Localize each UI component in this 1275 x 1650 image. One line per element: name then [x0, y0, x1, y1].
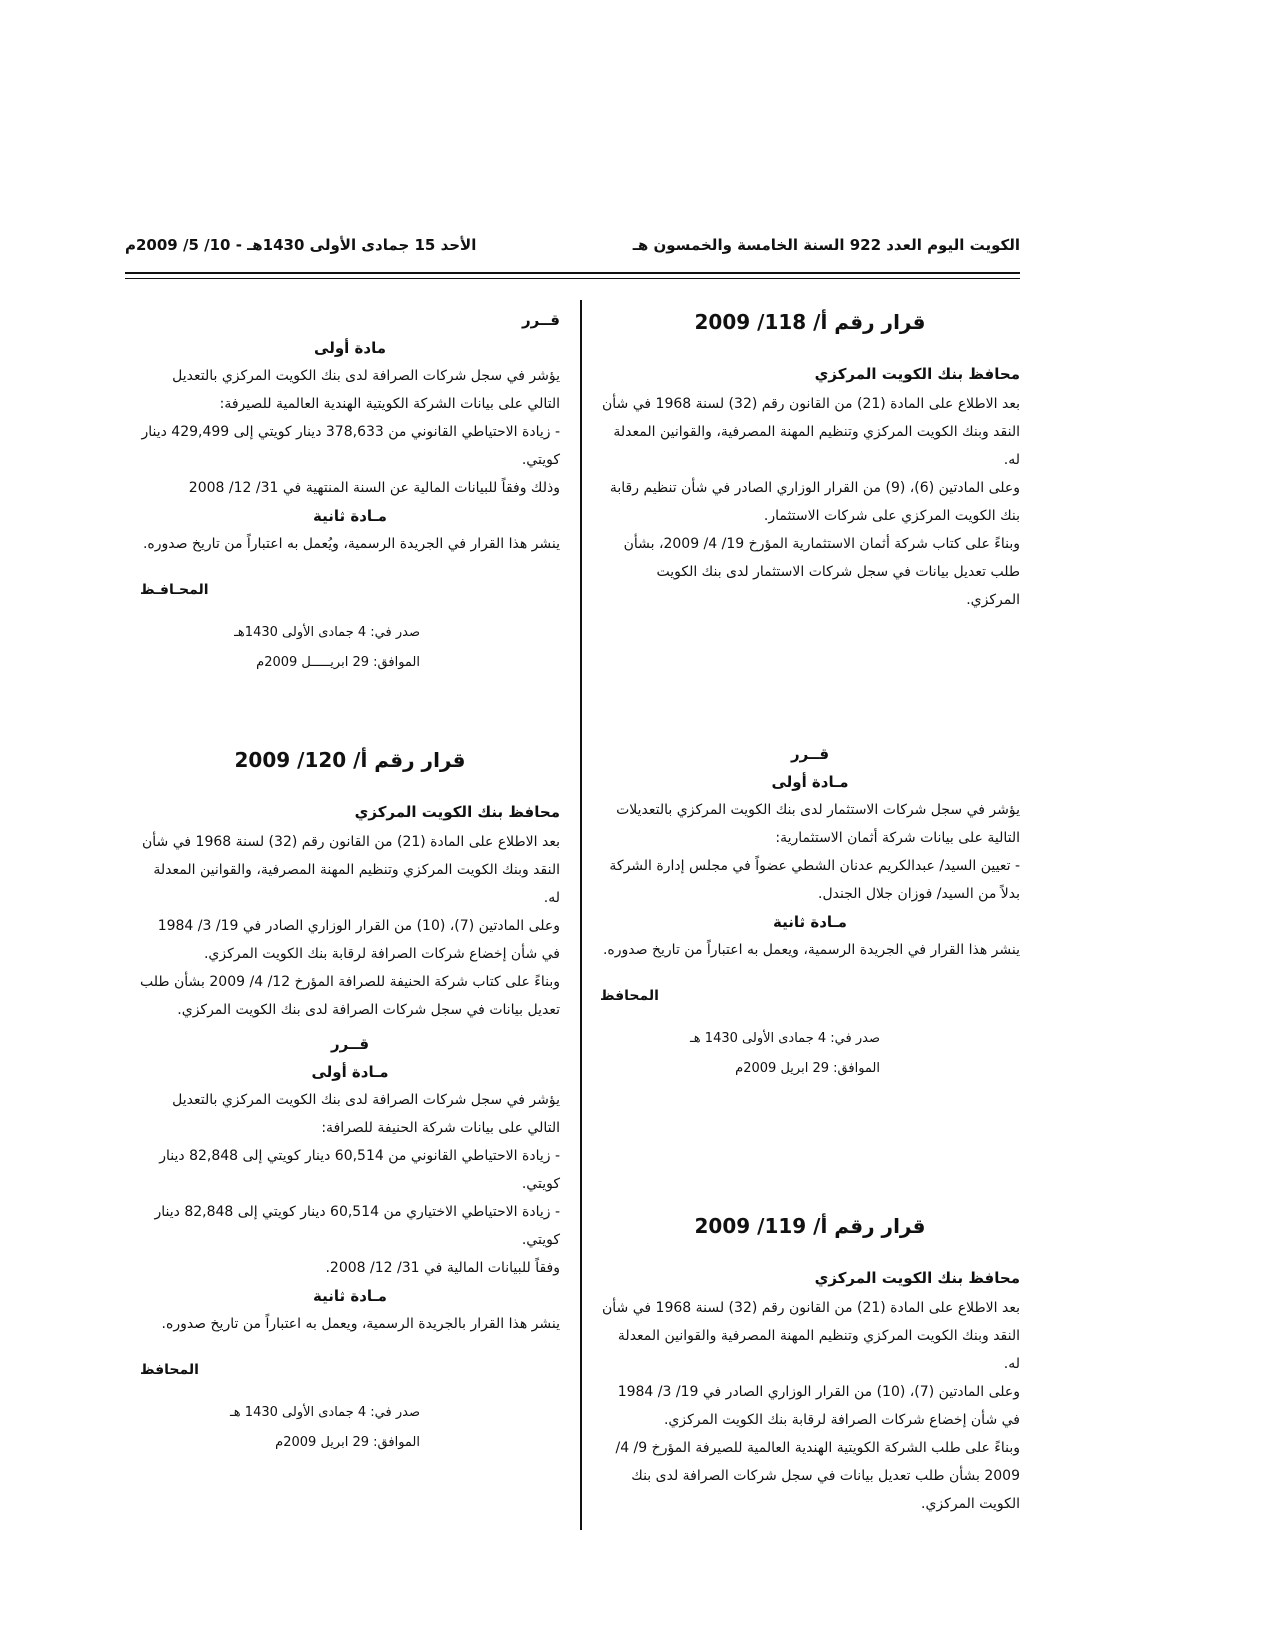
decision-120-issuer: محافظ بنك الكويت المركزي [354, 803, 560, 821]
spacer [600, 614, 1020, 734]
decision-120-article-1-text: يؤشر في سجل شركات الصرافة لدى بنك الكويت المركزي بالتعديل التالي على بيانات شركة الحنيفة للصرافة: [172, 1092, 560, 1136]
decision-120-preamble-1: بعد الاطلاع على المادة (21) من القانون رقم (32) لسنة 1968 في شأن النقد وبنك الكويت المركزي وتنظيم المهنة المصرفية، والقوانين المعدلة له. [141, 834, 560, 906]
decision-120-article-2-text: ينشر هذا القرار بالجريدة الرسمية، ويعمل به اعتباراً من تاريخ صدوره. [161, 1316, 560, 1332]
decision-118-title: قرار رقم أ/ 118/ 2009 [694, 310, 926, 334]
decision-120-article-1-item-2: - زيادة الاحتياطي الاختياري من 60,514 دينار كويتي إلى 82,848 دينار كويتي. [154, 1204, 560, 1248]
decision-118-preamble-3: وبناءً على كتاب شركة أثمان الاستثمارية المؤرخ 19/ 4/ 2009، بشأن طلب تعديل بيانات في سجل شركات الاستثمار لدى بنك الكويت المركزي. [623, 536, 1020, 608]
header-rule-thin [125, 278, 1020, 279]
decision-119-issuer: محافظ بنك الكويت المركزي [814, 1269, 1020, 1287]
decision-118-article-1-text: يؤشر في سجل شركات الاستثمار لدى بنك الكويت المركزي بالتعديلات التالية على بيانات شركة أثمان الاستثمارية: [616, 802, 1020, 846]
decision-119-article-1-text: يؤشر في سجل شركات الصرافة لدى بنك الكويت المركزي بالتعديل التالي على بيانات الشركة الكويتية الهندية العالمية للصيرفة: [172, 368, 560, 412]
decision-118-article-1-item: - تعيين السيد/ عبدالكريم عدنان الشطي عضواً في مجلس إدارة الشركة بدلاً من السيد/ فوزان جلال الجندل. [609, 858, 1020, 902]
issue-date: الأحد 15 جمادى الأولى 1430هـ - 10/ 5/ 2009م [125, 236, 477, 254]
decision-118-decided: قــرر [790, 745, 830, 763]
decision-120-article-1: مـادة أولى [311, 1063, 389, 1081]
decision-120-preamble-2: وعلى المادتين (7)، (10) من القرار الوزاري الصادر في 19/ 3/ 1984 في شأن إخضاع شركات الصرافة لرقابة بنك الكويت المركزي. [157, 918, 560, 962]
decision-119-preamble-1: بعد الاطلاع على المادة (21) من القانون رقم (32) لسنة 1968 في شأن النقد وبنك الكويت المركزي وتنظيم المهنة المصرفية والقوانين المعدلة له. [601, 1300, 1020, 1372]
decision-118-corresponding: الموافق: 29 ابريل 2009م [735, 1061, 880, 1076]
spacer [140, 678, 560, 738]
left-column [140, 300, 560, 1458]
decision-119-preamble-2: وعلى المادتين (7)، (10) من القرار الوزاري الصادر في 19/ 3/ 1984 في شأن إخضاع شركات الصرافة لرقابة بنك الكويت المركزي. [617, 1384, 1020, 1428]
decision-120-decided: قــرر [330, 1035, 370, 1053]
spacer [600, 1084, 1020, 1204]
page-header [125, 230, 1020, 260]
decision-120-article-1-item-1: - زيادة الاحتياطي القانوني من 60,514 دينار كويتي إلى 82,848 دينار كويتي. [159, 1148, 560, 1192]
right-column [600, 300, 1020, 1518]
decision-119-governor: المحـافـظ [140, 582, 209, 598]
decision-118-article-1: مـادة أولى [771, 773, 849, 791]
decision-119-article-1-item: - زيادة الاحتياطي القانوني من 378,633 دينار كويتي إلى 429,499 دينار كويتي. [141, 424, 560, 468]
decision-119-article-1: مادة أولى [314, 339, 386, 357]
decision-118-issued: صدر في: 4 جمادى الأولى 1430 هـ [690, 1031, 880, 1046]
decision-118-article-2: مـادة ثانية [773, 913, 847, 931]
header-rule [125, 272, 1020, 274]
decision-120-preamble-3: وبناءً على كتاب شركة الحنيفة للصرافة المؤرخ 12/ 4/ 2009 بشأن طلب تعديل بيانات في سجل شركات الصرافة لدى بنك الكويت المركزي. [140, 974, 560, 1018]
decision-118-governor: المحافظ [600, 988, 659, 1004]
decision-120-article-2: مـادة ثانية [313, 1287, 387, 1305]
column-divider [580, 300, 582, 1530]
decision-118-preamble-1: بعد الاطلاع على المادة (21) من القانون رقم (32) لسنة 1968 في شأن النقد وبنك الكويت المركزي وتنظيم المهنة المصرفية، والقوانين المعدلة له. [601, 396, 1020, 468]
decision-119-title: قرار رقم أ/ 119/ 2009 [694, 1214, 926, 1238]
decision-119-issued: صدر في: 4 جمادى الأولى 1430هـ [234, 625, 420, 640]
decision-118-issuer: محافظ بنك الكويت المركزي [814, 365, 1020, 383]
decision-119-corresponding: الموافق: 29 ابريـــــل 2009م [256, 655, 420, 670]
decision-119-article-1-basis: وذلك وفقاً للبيانات المالية عن السنة المنتهية في 31/ 12/ 2008 [188, 480, 560, 496]
decision-119-decided: قــرر [521, 311, 560, 329]
decision-118-preamble-2: وعلى المادتين (6)، (9) من القرار الوزاري الصادر في شأن تنظيم رقابة بنك الكويت المركزي على شركات الاستثمار. [609, 480, 1020, 524]
decision-119-preamble-3: وبناءً على طلب الشركة الكويتية الهندية العالمية للصيرفة المؤرخ 9/ 4/ 2009 بشأن طلب تعديل بيانات في سجل شركات الصرافة لدى بنك الكويت المركزي. [615, 1440, 1020, 1512]
decision-120-title: قرار رقم أ/ 120/ 2009 [234, 748, 466, 772]
decision-118-article-2-text: ينشر هذا القرار في الجريدة الرسمية، ويعمل به اعتباراً من تاريخ صدوره. [602, 942, 1020, 958]
decision-120-corresponding: الموافق: 29 ابريل 2009م [275, 1435, 420, 1450]
decision-120-article-1-basis: وفقاً للبيانات المالية في 31/ 12/ 2008. [325, 1260, 560, 1276]
issue-info: الكويت اليوم العدد 922 السنة الخامسة والخمسون هـ [632, 236, 1020, 254]
decision-120-governor: المحافظ [140, 1362, 199, 1378]
decision-119-article-2-text: ينشر هذا القرار في الجريدة الرسمية، ويُعمل به اعتباراً من تاريخ صدوره. [142, 536, 560, 552]
decision-120-issued: صدر في: 4 جمادى الأولى 1430 هـ [230, 1405, 420, 1420]
decision-119-article-2: مـادة ثانية [313, 507, 387, 525]
